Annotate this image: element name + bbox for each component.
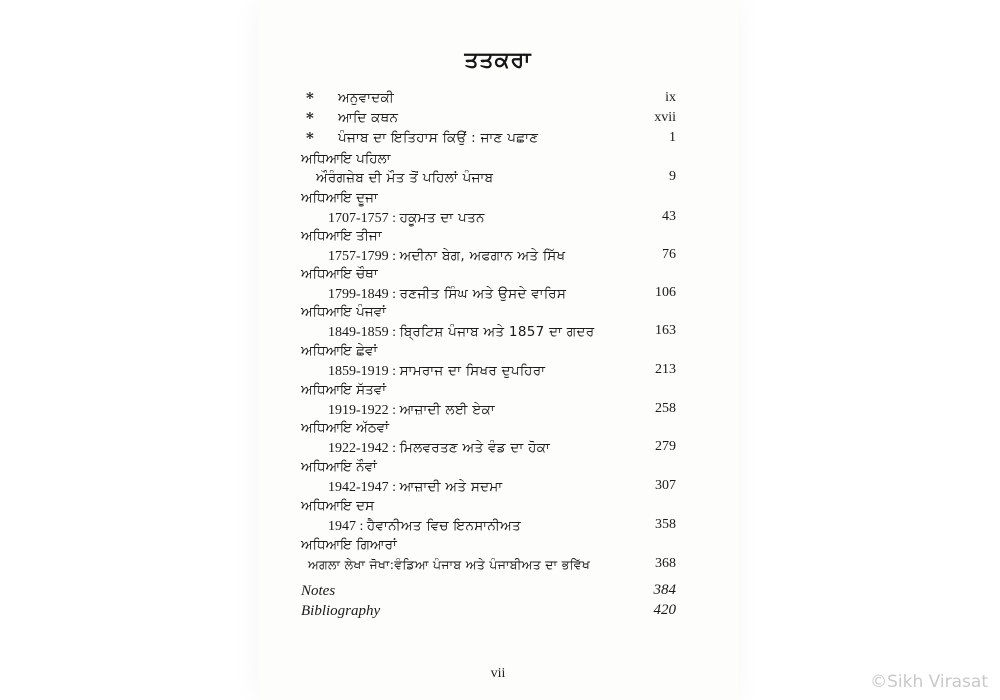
chapter-heading: ਅਧਿਆਇ ਅੱਠਵਾਂ [301, 420, 389, 436]
toc-entry-label: ਆਦਿ ਕਥਨ [338, 110, 399, 126]
chapter-years: 1757-1799 : [328, 249, 400, 264]
chapter-heading: ਅਧਿਆਇ ਤੀਜਾ [301, 228, 382, 244]
toc-entry-page: 384 [653, 582, 676, 598]
toc-entry-chapter-7 [328, 399, 676, 419]
toc-entry-chapter-4 [328, 283, 676, 303]
toc-entry-chapter-8 [328, 437, 676, 457]
toc-entry-page: ix [665, 90, 676, 105]
page-title: ਤਤਕਰਾ [464, 48, 532, 73]
chapter-years: 1859-1919 : [328, 364, 400, 379]
chapter-heading: ਅਧਿਆਇ ਚੌਥਾ [301, 266, 378, 282]
chapter-heading: ਅਧਿਆਇ ਗਿਆਰਾਂ [301, 537, 397, 553]
chapter-heading: ਅਧਿਆਇ ਨੌਵਾਂ [301, 459, 377, 475]
toc-entry-chapter-3 [328, 245, 676, 265]
bullet-star: * [306, 129, 314, 147]
chapter-heading: ਅਧਿਆਇ ਸੱਤਵਾਂ [301, 382, 387, 398]
toc-entry-bibliography [301, 600, 676, 620]
toc-entry-page: 9 [669, 169, 676, 184]
chapter-title: ਔਰੰਗਜ਼ੇਬ ਦੀ ਮੌਤ ਤੋਂ ਪਹਿਲਾਂ ਪੰਜਾਬ [316, 170, 494, 186]
chapter-years: 1849-1859 : [328, 325, 400, 340]
chapter-heading: ਅਧਿਆਇ ਦੂਜਾ [301, 190, 378, 206]
watermark: ©Sikh Virasat [870, 672, 988, 692]
toc-entry-page: xvii [654, 110, 676, 125]
toc-entry-label: ਅਨੁਵਾਦਕੀ [338, 90, 395, 106]
toc-entry-chapter-9 [328, 476, 676, 496]
toc-entry-page: 258 [655, 401, 676, 416]
toc-entry-label: Notes [301, 583, 336, 599]
toc-entry-page: 368 [655, 556, 676, 571]
chapter-title: ਅਦੀਨਾ ਬੇਗ, ਅਫਗਾਨ ਅਤੇ ਸਿੱਖ [399, 248, 566, 264]
table-of-contents [258, 0, 738, 700]
bullet-star: * [306, 109, 314, 127]
chapter-heading: ਅਧਿਆਇ ਛੇਵਾਂ [301, 343, 378, 359]
toc-entry-page: 420 [653, 602, 676, 618]
chapter-title: ਅਗਲਾ ਲੇਖਾ ਜੋਖਾ:ਵੰਡਿਆ ਪੰਜਾਬ ਅਤੇ ਪੰਜਾਬੀਅਤ ਦਾ ਭਵਿੱਖ [308, 557, 591, 572]
chapter-title: ਰਣਜੀਤ ਸਿੰਘ ਅਤੇ ਉਸਦੇ ਵਾਰਿਸ [399, 286, 567, 302]
toc-entry-page: 106 [655, 285, 676, 300]
toc-entry-page: 43 [662, 209, 676, 224]
page-number: vii [490, 666, 506, 681]
toc-entry-chapter-11 [308, 554, 676, 574]
chapter-years: 1919-1922 : [328, 403, 400, 418]
chapter-title: ਮਿਲਵਰਤਣ ਅਤੇ ਵੰਡ ਦਾ ਹੋਕਾ [399, 440, 551, 456]
bullet-star: * [306, 89, 314, 107]
toc-entry-page: 358 [655, 517, 676, 532]
chapter-title: ਆਜ਼ਾਦੀ ਲਈ ਏਕਾ [399, 402, 495, 418]
toc-entry-introduction [306, 128, 676, 148]
chapter-title: ਬ੍ਰਿਟਿਸ਼ ਪੰਜਾਬ ਅਤੇ 1857 ਦਾ ਗਦਰ [399, 324, 595, 340]
chapter-heading: ਅਧਿਆਇ ਪਹਿਲਾ [301, 151, 391, 167]
toc-entry-chapter-2 [328, 207, 676, 227]
chapter-years: 1947 : [328, 519, 367, 534]
toc-entry-label: Bibliography [301, 603, 381, 619]
chapter-years: 1799-1849 : [328, 287, 400, 302]
toc-entry-chapter-10 [328, 515, 676, 535]
chapter-title: ਸਾਮਰਾਜ ਦਾ ਸਿਖਰ ਦੁਪਹਿਰਾ [399, 363, 546, 379]
toc-entry-label: ਪੰਜਾਬ ਦਾ ਇਤਿਹਾਸ ਕਿਉਂ : ਜਾਣ ਪਛਾਣ [338, 130, 539, 146]
chapter-years: 1942-1947 : [328, 480, 400, 495]
chapter-title: ਹੈਵਾਨੀਅਤ ਵਿਚ ਇਨਸਾਨੀਅਤ [366, 518, 521, 534]
toc-entry-page: 1 [669, 130, 676, 145]
chapter-heading: ਅਧਿਆਇ ਪੰਜਵਾਂ [301, 304, 386, 320]
toc-entry-notes [301, 580, 676, 600]
chapter-years: 1922-1942 : [328, 441, 400, 456]
toc-entry-page: 163 [655, 323, 676, 338]
book-page [258, 0, 738, 700]
toc-entry-page: 213 [655, 362, 676, 377]
toc-entry-chapter-5 [328, 321, 676, 341]
chapter-title: ਹਕੂਮਤ ਦਾ ਪਤਨ [399, 210, 485, 226]
chapter-years: 1707-1757 : [328, 211, 400, 226]
toc-entry-chapter-6 [328, 360, 676, 380]
toc-entry-chapter-1 [316, 167, 676, 187]
chapter-title: ਆਜ਼ਾਦੀ ਅਤੇ ਸਦਮਾ [399, 479, 503, 495]
toc-entry-page: 279 [655, 439, 676, 454]
toc-entry-preface [306, 108, 676, 128]
toc-entry-page: 307 [655, 478, 676, 493]
toc-entry-translator [306, 88, 676, 108]
toc-entry-page: 76 [662, 247, 676, 262]
chapter-heading: ਅਧਿਆਇ ਦਸ [301, 498, 375, 514]
